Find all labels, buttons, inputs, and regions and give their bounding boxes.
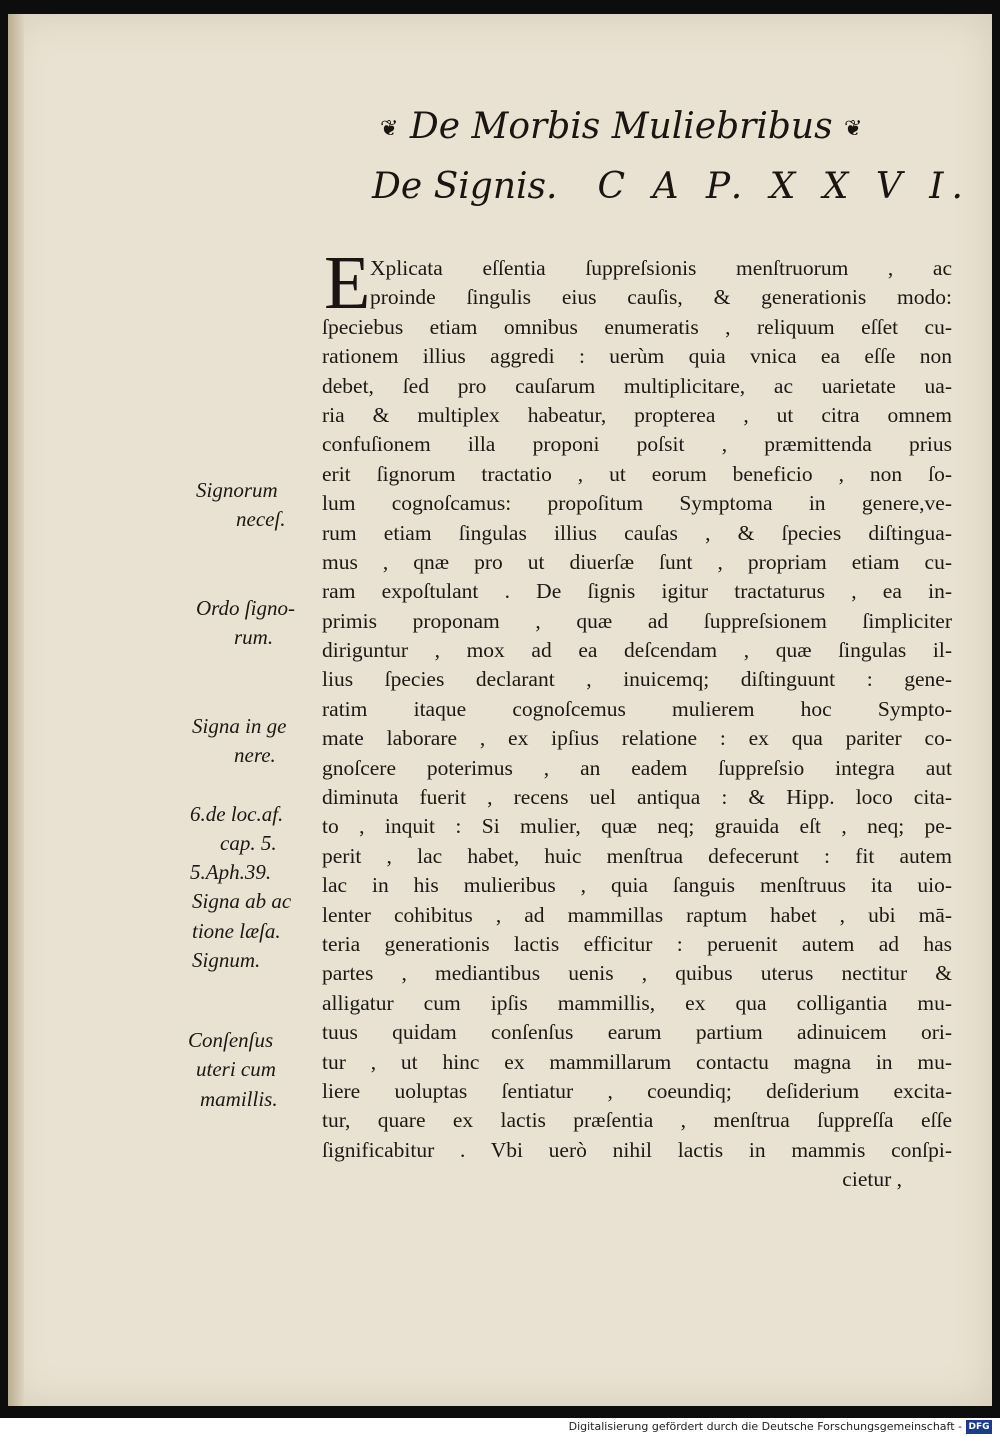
ornament-left-icon: ❦ bbox=[380, 116, 399, 142]
running-header bbox=[380, 106, 880, 147]
chapter-subject: De Signis. bbox=[372, 166, 558, 207]
body-line: lenter cohibitus , ad mammillas raptum habet , ubi mā- bbox=[322, 902, 952, 927]
body-line: to , inquit : Si mulier, quæ neq; grauida eſt , neq; pe- bbox=[322, 814, 952, 839]
body-line: tur , ut hinc ex mammillarum contactu magna in mu- bbox=[322, 1049, 952, 1074]
body-line: confuſionem illa proponi poſsit , præmittenda prius bbox=[322, 432, 952, 457]
body-line: liere uoluptas ſentiatur , coeundiq; deſiderium excita- bbox=[322, 1078, 952, 1103]
body-line: gnoſcere poterimus , an eadem ſuppreſsio integra aut bbox=[322, 755, 952, 780]
body-line: ſpeciebus etiam omnibus enumeratis , reliquum eſſet cu- bbox=[322, 314, 952, 339]
chapter-heading bbox=[372, 166, 971, 207]
body-line: primis proponam , quæ ad ſuppreſsionem ſimpliciter bbox=[322, 608, 952, 633]
body-line: erit ſignorum tractatio , ut eorum beneficio , non ſo- bbox=[322, 461, 952, 486]
body-line: ratim itaque cognoſcemus mulierem hoc Sympto- bbox=[322, 696, 952, 721]
body-line: ſignificabitur . Vbi uerò nihil lactis in mammis conſpi- bbox=[322, 1137, 952, 1162]
body-line: lum cognoſcamus: propoſitum Symptoma in genere,ve- bbox=[322, 491, 952, 516]
body-line: partes , mediantibus uenis , quibus uterus nectitur & bbox=[322, 961, 952, 986]
body-line: cietur , bbox=[842, 1167, 902, 1192]
body-line: lac in his mulieribus , quia ſanguis menſtruus ita uio- bbox=[322, 873, 952, 898]
running-header-title: De Morbis Muliebribus bbox=[409, 106, 833, 147]
body-line: diminuta fuerit , recens uel antiqua : & Hipp. loco cita- bbox=[322, 785, 952, 810]
footer-bar bbox=[0, 1418, 1000, 1437]
margin-note bbox=[0, 858, 130, 976]
body-line: tuus quidam conſenſus earum partium adinuicem ori- bbox=[322, 1020, 952, 1045]
body-line: perit , lac habet, huic menſtrua defecerunt : fit autem bbox=[322, 843, 952, 868]
body-line: mate laborare , ex ipſius relatione : ex qua pariter co- bbox=[322, 726, 952, 751]
body-line: ria & multiplex habeatur, propterea , ut citra omnem bbox=[322, 402, 952, 427]
ornament-right-icon: ❦ bbox=[844, 116, 863, 142]
body-line: debet, ſed pro cauſarum multiplicitare, ac uarietate ua- bbox=[322, 373, 952, 398]
body-line: alligatur cum ipſis mammillis, ex qua colligantia mu- bbox=[322, 990, 952, 1015]
drop-cap-initial: E bbox=[324, 241, 371, 325]
margin-note bbox=[0, 712, 130, 771]
dfg-logo-icon: DFG bbox=[966, 1420, 992, 1434]
body-line: tur, quare ex lactis præſentia , menſtrua ſuppreſſa eſſe bbox=[322, 1108, 952, 1133]
margin-note bbox=[0, 800, 130, 859]
body-line: Xplicata eſſentia ſuppreſsionis menſtruorum , ac bbox=[370, 256, 952, 280]
chapter-number: C A P. X X V I. bbox=[597, 166, 971, 207]
body-line: diriguntur , mox ad ea deſcendam , quæ ſingulas il- bbox=[322, 638, 952, 663]
page-spine-shadow bbox=[8, 14, 24, 1406]
body-text bbox=[322, 254, 952, 1195]
body-line: ram expoſtulant . De ſignis igitur tractaturus , ea in- bbox=[322, 579, 952, 604]
body-line: teria generationis lactis efficitur : peruenit autem ad has bbox=[322, 931, 952, 956]
margin-note bbox=[0, 594, 130, 653]
body-line: mus , qnæ pro ut diuerſæ ſunt , propriam etiam cu- bbox=[322, 549, 952, 574]
body-line: rum etiam ſingulas illius cauſas , & ſpecies diſtingua- bbox=[322, 520, 952, 545]
footer-credit-text: Digitalisierung gefördert durch die Deutsche Forschungsgemeinschaft - bbox=[568, 1420, 962, 1433]
body-line: lius ſpecies declarant , inuicemq; diſtinguunt : gene- bbox=[322, 667, 952, 692]
body-line: proinde ſingulis eius cauſis, & generationis modo: bbox=[370, 285, 952, 310]
margin-note bbox=[0, 1026, 130, 1114]
body-line: rationem illius aggredi : uerùm quia vnica ea eſſe non bbox=[322, 344, 952, 369]
margin-note bbox=[0, 476, 130, 535]
